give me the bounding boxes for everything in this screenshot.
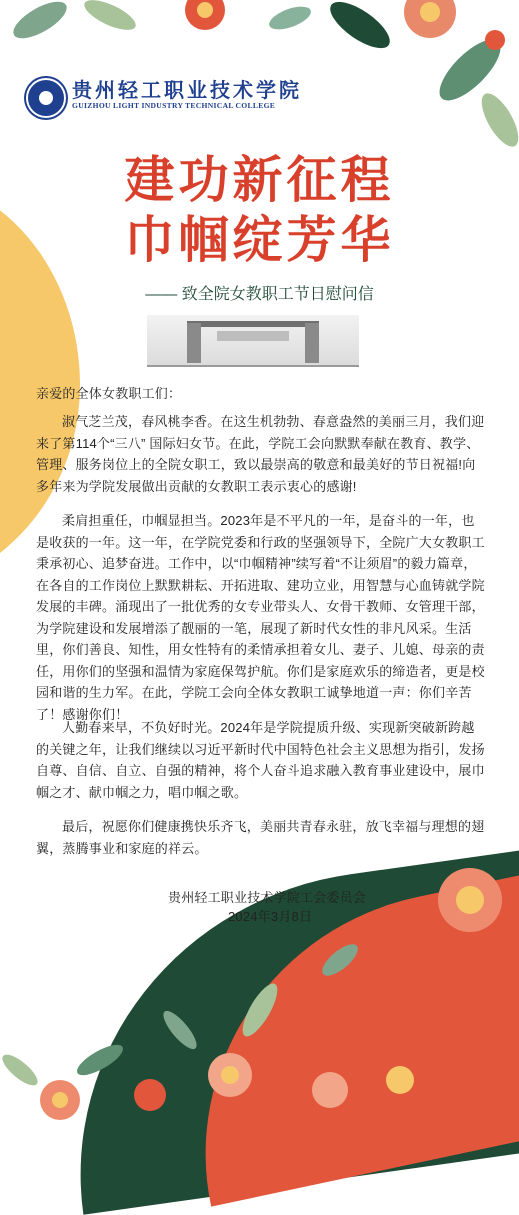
college-logo-emblem [26,78,66,118]
letter-paragraph-2: 柔肩担重任，巾帼显担当。2023年是不平凡的一年，是奋斗的一年，也是收获的一年。这一年，在学院党委和行政的坚强领导下，全院广大女教职工秉承初心、追梦奋进。工作中，以“巾帼精神”续写着“不让须眉”的毅力篇章，在各自的工作岗位上默默耕耘、开拓进取、建功立业，用智慧与心血铸就学院发展的丰碑。涌现出了一批优秀的女专业带头人、女骨干教师、女管理干部，为学院建设和发展增添了靓丽的一笔，展现了新时代女性的非凡风采。生活里，你们善良、知性，用女性特有的柔情承担着女儿、妻子、儿媳、母亲的责任，用你们的坚强和温情为家庭保驾护航。你们是家庭欢乐的缔造者，更是校园和谐的生力军。在此，学院工会向全体女教职工诚挚地道一声：你们辛苦了！感谢你们！ [36,513,485,722]
signature-date: 2024年3月8日 [228,909,313,924]
letter-paragraph-4: 最后，祝愿你们健康携快乐齐飞，美丽共青春永驻，放飞幸福与理想的翅翼，蒸腾事业和家庭的祥云。 [36,819,485,856]
letter-salutation: 亲爱的全体女教职工们： [36,386,182,401]
main-title-line2: 巾帼绽芳华 [124,210,395,269]
letter-paragraph-3: 人勤春来早，不负好时光。2024年是学院提质升级、实现新突破新跨越的关键之年，让我们继续以习近平新时代中国特色社会主义思想为指引，发扬自尊、自信、自立、自强的精神，将个人奋斗追求融入教育事业建设中，展巾帼之才、献巾帼之力，唱巾帼之歌。 [36,720,485,800]
letter-subtitle: —— 致全院女教职工节日慰问信 [145,286,374,303]
letter-paragraph-1: 淑气芝兰茂，春风桃李香。在这生机勃勃、春意盎然的美丽三月，我们迎来了第114个“三八” 国际妇女节。在此，学院工会向默默奉献在教育、教学、管理、服务岗位上的全院女职工，致以最崇高的敬意和最美好的节日祝福!向多年来为学院发展做出贡献的女教职工表示衷心的感谢! [36,414,485,494]
main-title-line1: 建功新征程 [124,150,395,209]
campus-gate-image [147,315,359,367]
bottom-floral-decoration [0,840,519,1124]
signature-organization: 贵州轻工职业技术学院工会委员会 [168,890,367,905]
college-name-en: GUIZHOU LIGHT INDUSTRY TECHNICAL COLLEGE [72,101,276,110]
college-name-cn: 贵州轻工职业技术学院 [72,78,302,102]
